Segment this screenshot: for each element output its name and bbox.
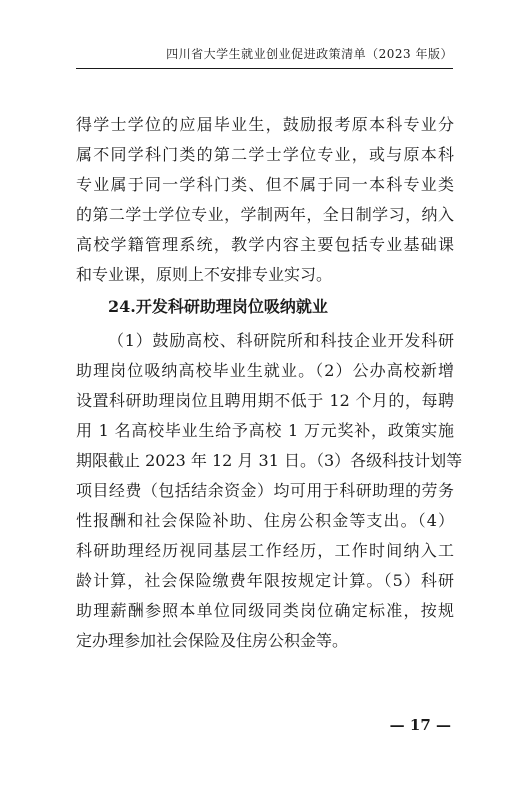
header-rule: [76, 68, 453, 69]
text-line: 属不同学科门类的第二学士学位专业，或与原本科: [76, 145, 454, 164]
text-line: 性报酬和社会保险补助、住房公积金等支出。（4）: [76, 511, 454, 530]
running-header: 四川省大学生就业创业促进政策清单（2023 年版）: [166, 47, 453, 61]
text-line: 龄计算，社会保险缴费年限按规定计算。（5）科研: [76, 571, 454, 590]
text-line: 期限截止 2023 年 12 月 31 日。（3）各级科技计划等: [76, 451, 463, 470]
text-line: 的第二学士学位专业，学制两年，全日制学习，纳入: [76, 205, 454, 224]
text-line: 专业属于同一学科门类、但不属于同一本科专业类: [76, 175, 454, 194]
text-line: 助理岗位吸纳高校毕业生就业。（2）公办高校新增: [76, 361, 454, 380]
paragraph-policy-details: [76, 326, 463, 656]
text-line: 高校学籍管理系统，教学内容主要包括专业基础课: [76, 235, 454, 254]
section-heading: 24.开发科研助理岗位吸纳就业: [108, 297, 328, 316]
text-line: 得学士学位的应届毕业生，鼓励报考原本科专业分: [76, 115, 454, 134]
body-text: [76, 110, 463, 656]
text-line: 和专业课，原则上不安排专业实习。: [76, 265, 333, 284]
text-line: （1）鼓励高校、科研院所和科技企业开发科研: [108, 331, 454, 350]
page-number: — 17 —: [389, 716, 451, 734]
text-line: 助理薪酬参照本单位同级同类岗位确定标准，按规: [76, 601, 454, 620]
text-line: 定办理参加社会保险及住房公积金等。: [76, 631, 349, 650]
text-line: 项目经费（包括结余资金）均可用于科研助理的劳务: [76, 481, 454, 500]
text-line: 设置科研助理岗位且聘用期不低于 12 个月的，每聘: [76, 391, 454, 410]
paragraph-continuation: [76, 110, 454, 290]
text-line: 用 1 名高校毕业生给予高校 1 万元奖补，政策实施: [76, 421, 454, 440]
text-line: 科研助理经历视同基层工作经历，工作时间纳入工: [76, 541, 454, 560]
